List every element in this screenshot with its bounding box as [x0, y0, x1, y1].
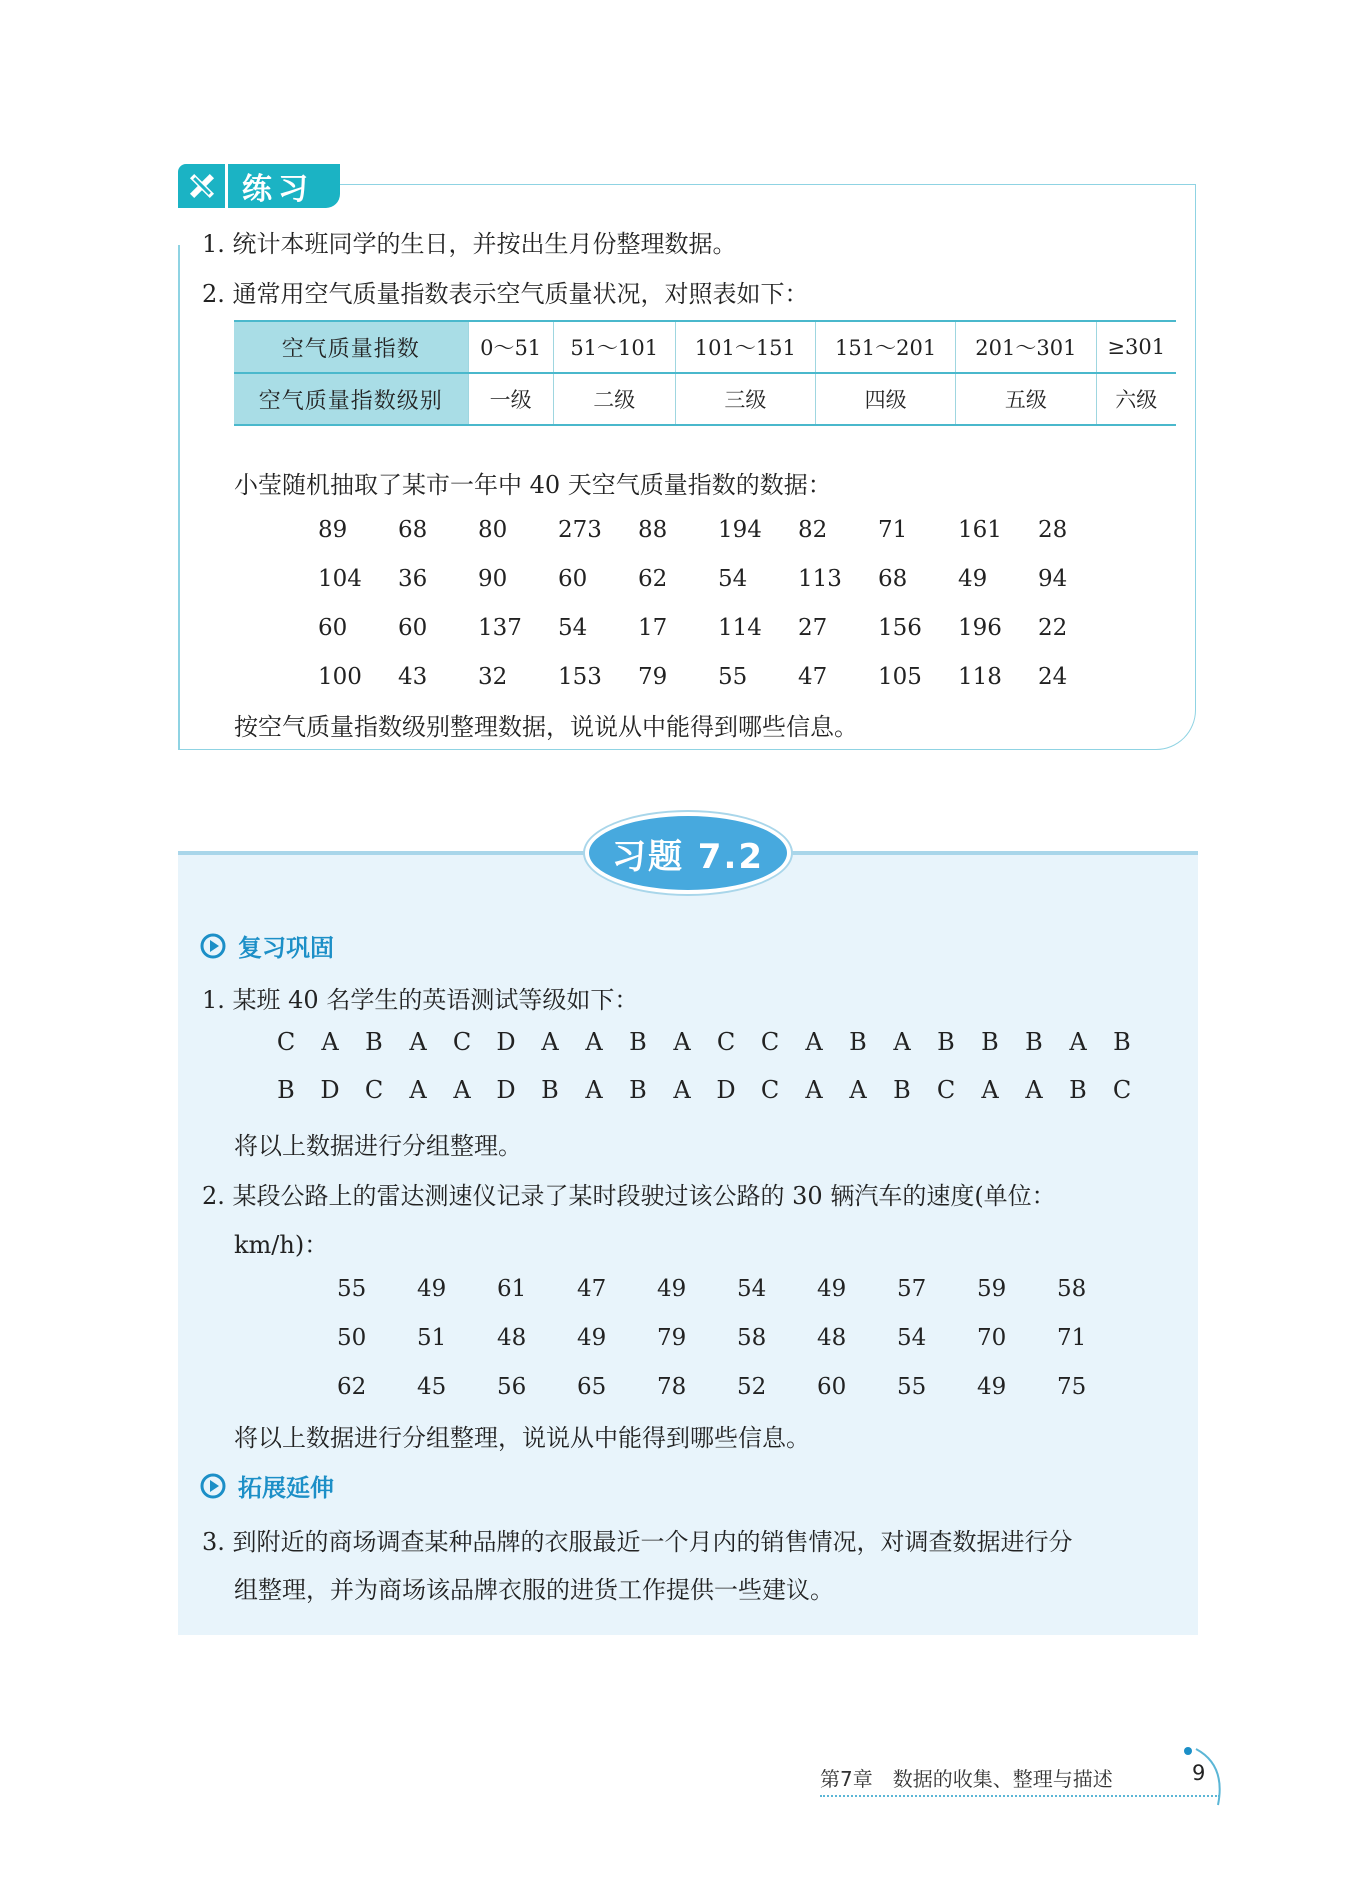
grade: D [496, 1028, 516, 1056]
exercise-question-3-line-2: 组整理，并为商场该品牌衣服的进货工作提供一些建议。 [234, 1576, 834, 1604]
data-cell: 82 [798, 516, 828, 543]
data-cell: 32 [478, 663, 508, 690]
grade: A [1069, 1028, 1087, 1056]
data-cell: 47 [577, 1275, 607, 1302]
data-cell: 89 [318, 516, 348, 543]
exercise-question-1-task: 将以上数据进行分组整理。 [234, 1132, 522, 1160]
data-cell: 55 [718, 663, 748, 690]
table-row [234, 373, 1176, 425]
grade: A [585, 1028, 603, 1056]
table-cell: 五级 [956, 373, 1096, 425]
data-cell: 55 [337, 1275, 367, 1302]
grade: A [409, 1076, 427, 1104]
table-cell: 六级 [1096, 373, 1176, 425]
data-cell: 58 [1057, 1275, 1087, 1302]
grade: A [585, 1076, 603, 1104]
practice-question-2: 2. 通常用空气质量指数表示空气质量状况，对照表如下： [202, 280, 809, 308]
practice-intro: 小莹随机抽取了某市一年中 40 天空气质量指数的数据： [234, 471, 832, 499]
practice-tag [178, 164, 340, 208]
data-cell: 100 [318, 663, 362, 690]
table-cell: ≥301 [1096, 321, 1176, 373]
data-cell: 156 [878, 614, 922, 641]
data-row [337, 1362, 1137, 1411]
speed-data-grid [337, 1264, 1137, 1411]
data-cell: 113 [798, 565, 842, 592]
grade: B [541, 1076, 559, 1104]
data-cell: 47 [798, 663, 828, 690]
data-cell: 54 [737, 1275, 767, 1302]
data-cell: 153 [558, 663, 602, 690]
table-cell: 三级 [675, 373, 815, 425]
table-head-level: 空气质量指数级别 [234, 373, 468, 425]
grade: D [496, 1076, 516, 1104]
data-row [318, 505, 1118, 554]
data-cell: 60 [318, 614, 348, 641]
data-cell: 48 [497, 1324, 527, 1351]
play-circle-icon [200, 933, 226, 959]
data-row [318, 603, 1118, 652]
grade: A [893, 1028, 911, 1056]
table-cell: 二级 [553, 373, 675, 425]
data-cell: 48 [817, 1324, 847, 1351]
data-cell: 194 [718, 516, 762, 543]
data-cell: 88 [638, 516, 668, 543]
data-cell: 65 [577, 1373, 607, 1400]
grade: C [760, 1028, 780, 1056]
data-cell: 68 [878, 565, 908, 592]
grade: D [716, 1076, 736, 1104]
data-cell: 52 [737, 1373, 767, 1400]
grades-row-1 [264, 1028, 1144, 1056]
pencil-ruler-icon [178, 164, 228, 208]
data-row [337, 1264, 1137, 1313]
data-cell: 105 [878, 663, 922, 690]
data-cell: 54 [558, 614, 588, 641]
data-cell: 57 [897, 1275, 927, 1302]
grade: B [1069, 1076, 1087, 1104]
footer-divider [820, 1795, 1220, 1797]
data-cell: 49 [817, 1275, 847, 1302]
data-cell: 60 [558, 565, 588, 592]
page-curve-ornament [1182, 1745, 1232, 1815]
exercise-question-2-line-2: km/h)： [234, 1231, 329, 1259]
table-row [234, 321, 1176, 373]
data-cell: 58 [737, 1324, 767, 1351]
exercise-question-2-line-1: 2. 某段公路上的雷达测速仪记录了某时段驶过该公路的 30 辆汽车的速度(单位： [202, 1182, 1056, 1210]
exercise-question-2-task: 将以上数据进行分组整理，说说从中能得到哪些信息。 [234, 1424, 810, 1452]
data-cell: 55 [897, 1373, 927, 1400]
table-cell: 一级 [468, 373, 553, 425]
data-row [337, 1313, 1137, 1362]
data-row [318, 652, 1118, 701]
practice-outro: 按空气质量指数级别整理数据，说说从中能得到哪些信息。 [234, 713, 858, 741]
data-cell: 62 [638, 565, 668, 592]
data-cell: 114 [718, 614, 762, 641]
data-cell: 68 [398, 516, 428, 543]
exercise-question-1: 1. 某班 40 名学生的英语测试等级如下： [202, 986, 639, 1014]
table-cell: 101～151 [675, 321, 815, 373]
data-cell: 54 [718, 565, 748, 592]
data-cell: 94 [1038, 565, 1068, 592]
air-quality-data-grid [318, 505, 1118, 701]
data-cell: 104 [318, 565, 362, 592]
data-cell: 61 [497, 1275, 527, 1302]
data-cell: 79 [657, 1324, 687, 1351]
exercise-badge: 习题 7.2 [585, 812, 791, 894]
page-number: 9 [1192, 1761, 1206, 1785]
grade: A [321, 1028, 339, 1056]
table-head-index: 空气质量指数 [234, 321, 468, 373]
grade: B [937, 1028, 955, 1056]
play-circle-icon [200, 1473, 226, 1499]
data-cell: 71 [878, 516, 908, 543]
grade: A [1025, 1076, 1043, 1104]
grades-row-2 [264, 1076, 1144, 1104]
data-cell: 196 [958, 614, 1002, 641]
grade: C [760, 1076, 780, 1104]
data-cell: 60 [817, 1373, 847, 1400]
table-cell: 151～201 [815, 321, 955, 373]
data-cell: 78 [657, 1373, 687, 1400]
grade: B [365, 1028, 383, 1056]
section-extension-label: 拓展延伸 [238, 1474, 334, 1502]
grade: C [716, 1028, 736, 1056]
grade: D [320, 1076, 340, 1104]
data-cell: 70 [977, 1324, 1007, 1351]
data-cell: 24 [1038, 663, 1068, 690]
table-cell: 51～101 [553, 321, 675, 373]
data-cell: 62 [337, 1373, 367, 1400]
table-cell: 201～301 [956, 321, 1096, 373]
section-review-heading [200, 928, 334, 963]
data-cell: 59 [977, 1275, 1007, 1302]
table-cell: 四级 [815, 373, 955, 425]
data-cell: 17 [638, 614, 668, 641]
grade: C [452, 1028, 472, 1056]
data-cell: 49 [977, 1373, 1007, 1400]
grade: B [893, 1076, 911, 1104]
grade: B [981, 1028, 999, 1056]
data-cell: 50 [337, 1324, 367, 1351]
grade: B [629, 1028, 647, 1056]
grade: C [276, 1028, 296, 1056]
data-cell: 75 [1057, 1373, 1087, 1400]
grade: C [364, 1076, 384, 1104]
table-cell: 0～51 [468, 321, 553, 373]
data-cell: 161 [958, 516, 1002, 543]
chapter-footer: 第7章 数据的收集、整理与描述 [820, 1767, 1113, 1791]
grade: A [805, 1028, 823, 1056]
data-cell: 49 [417, 1275, 447, 1302]
grade: B [1113, 1028, 1131, 1056]
exercise-question-3-line-1: 3. 到附近的商场调查某种品牌的衣服最近一个月内的销售情况，对调查数据进行分 [202, 1528, 1073, 1556]
practice-title: 练习 [242, 172, 314, 207]
data-cell: 49 [577, 1324, 607, 1351]
grade: C [1112, 1076, 1132, 1104]
data-cell: 36 [398, 565, 428, 592]
section-extension-heading [200, 1468, 334, 1503]
data-cell: 43 [398, 663, 428, 690]
section-review-label: 复习巩固 [238, 934, 334, 962]
data-cell: 79 [638, 663, 668, 690]
grade: A [981, 1076, 999, 1104]
data-cell: 137 [478, 614, 522, 641]
data-cell: 51 [417, 1324, 447, 1351]
data-cell: 49 [657, 1275, 687, 1302]
data-cell: 45 [417, 1373, 447, 1400]
grade: A [805, 1076, 823, 1104]
data-cell: 273 [558, 516, 602, 543]
grade: A [453, 1076, 471, 1104]
data-cell: 27 [798, 614, 828, 641]
data-cell: 71 [1057, 1324, 1087, 1351]
data-cell: 80 [478, 516, 508, 543]
grade: A [849, 1076, 867, 1104]
grade: B [277, 1076, 295, 1104]
grade: A [673, 1076, 691, 1104]
air-quality-table [234, 320, 1176, 426]
grade: A [673, 1028, 691, 1056]
grade: B [629, 1076, 647, 1104]
data-cell: 56 [497, 1373, 527, 1400]
practice-question-1: 1. 统计本班同学的生日，并按出生月份整理数据。 [202, 230, 737, 258]
data-cell: 60 [398, 614, 428, 641]
data-cell: 49 [958, 565, 988, 592]
data-cell: 90 [478, 565, 508, 592]
grade: A [541, 1028, 559, 1056]
data-cell: 22 [1038, 614, 1068, 641]
data-cell: 54 [897, 1324, 927, 1351]
data-cell: 28 [1038, 516, 1068, 543]
exercise-panel [178, 855, 1198, 1635]
data-row [318, 554, 1118, 603]
grade: B [849, 1028, 867, 1056]
grade: A [409, 1028, 427, 1056]
data-cell: 118 [958, 663, 1002, 690]
grade: C [936, 1076, 956, 1104]
grade: B [1025, 1028, 1043, 1056]
